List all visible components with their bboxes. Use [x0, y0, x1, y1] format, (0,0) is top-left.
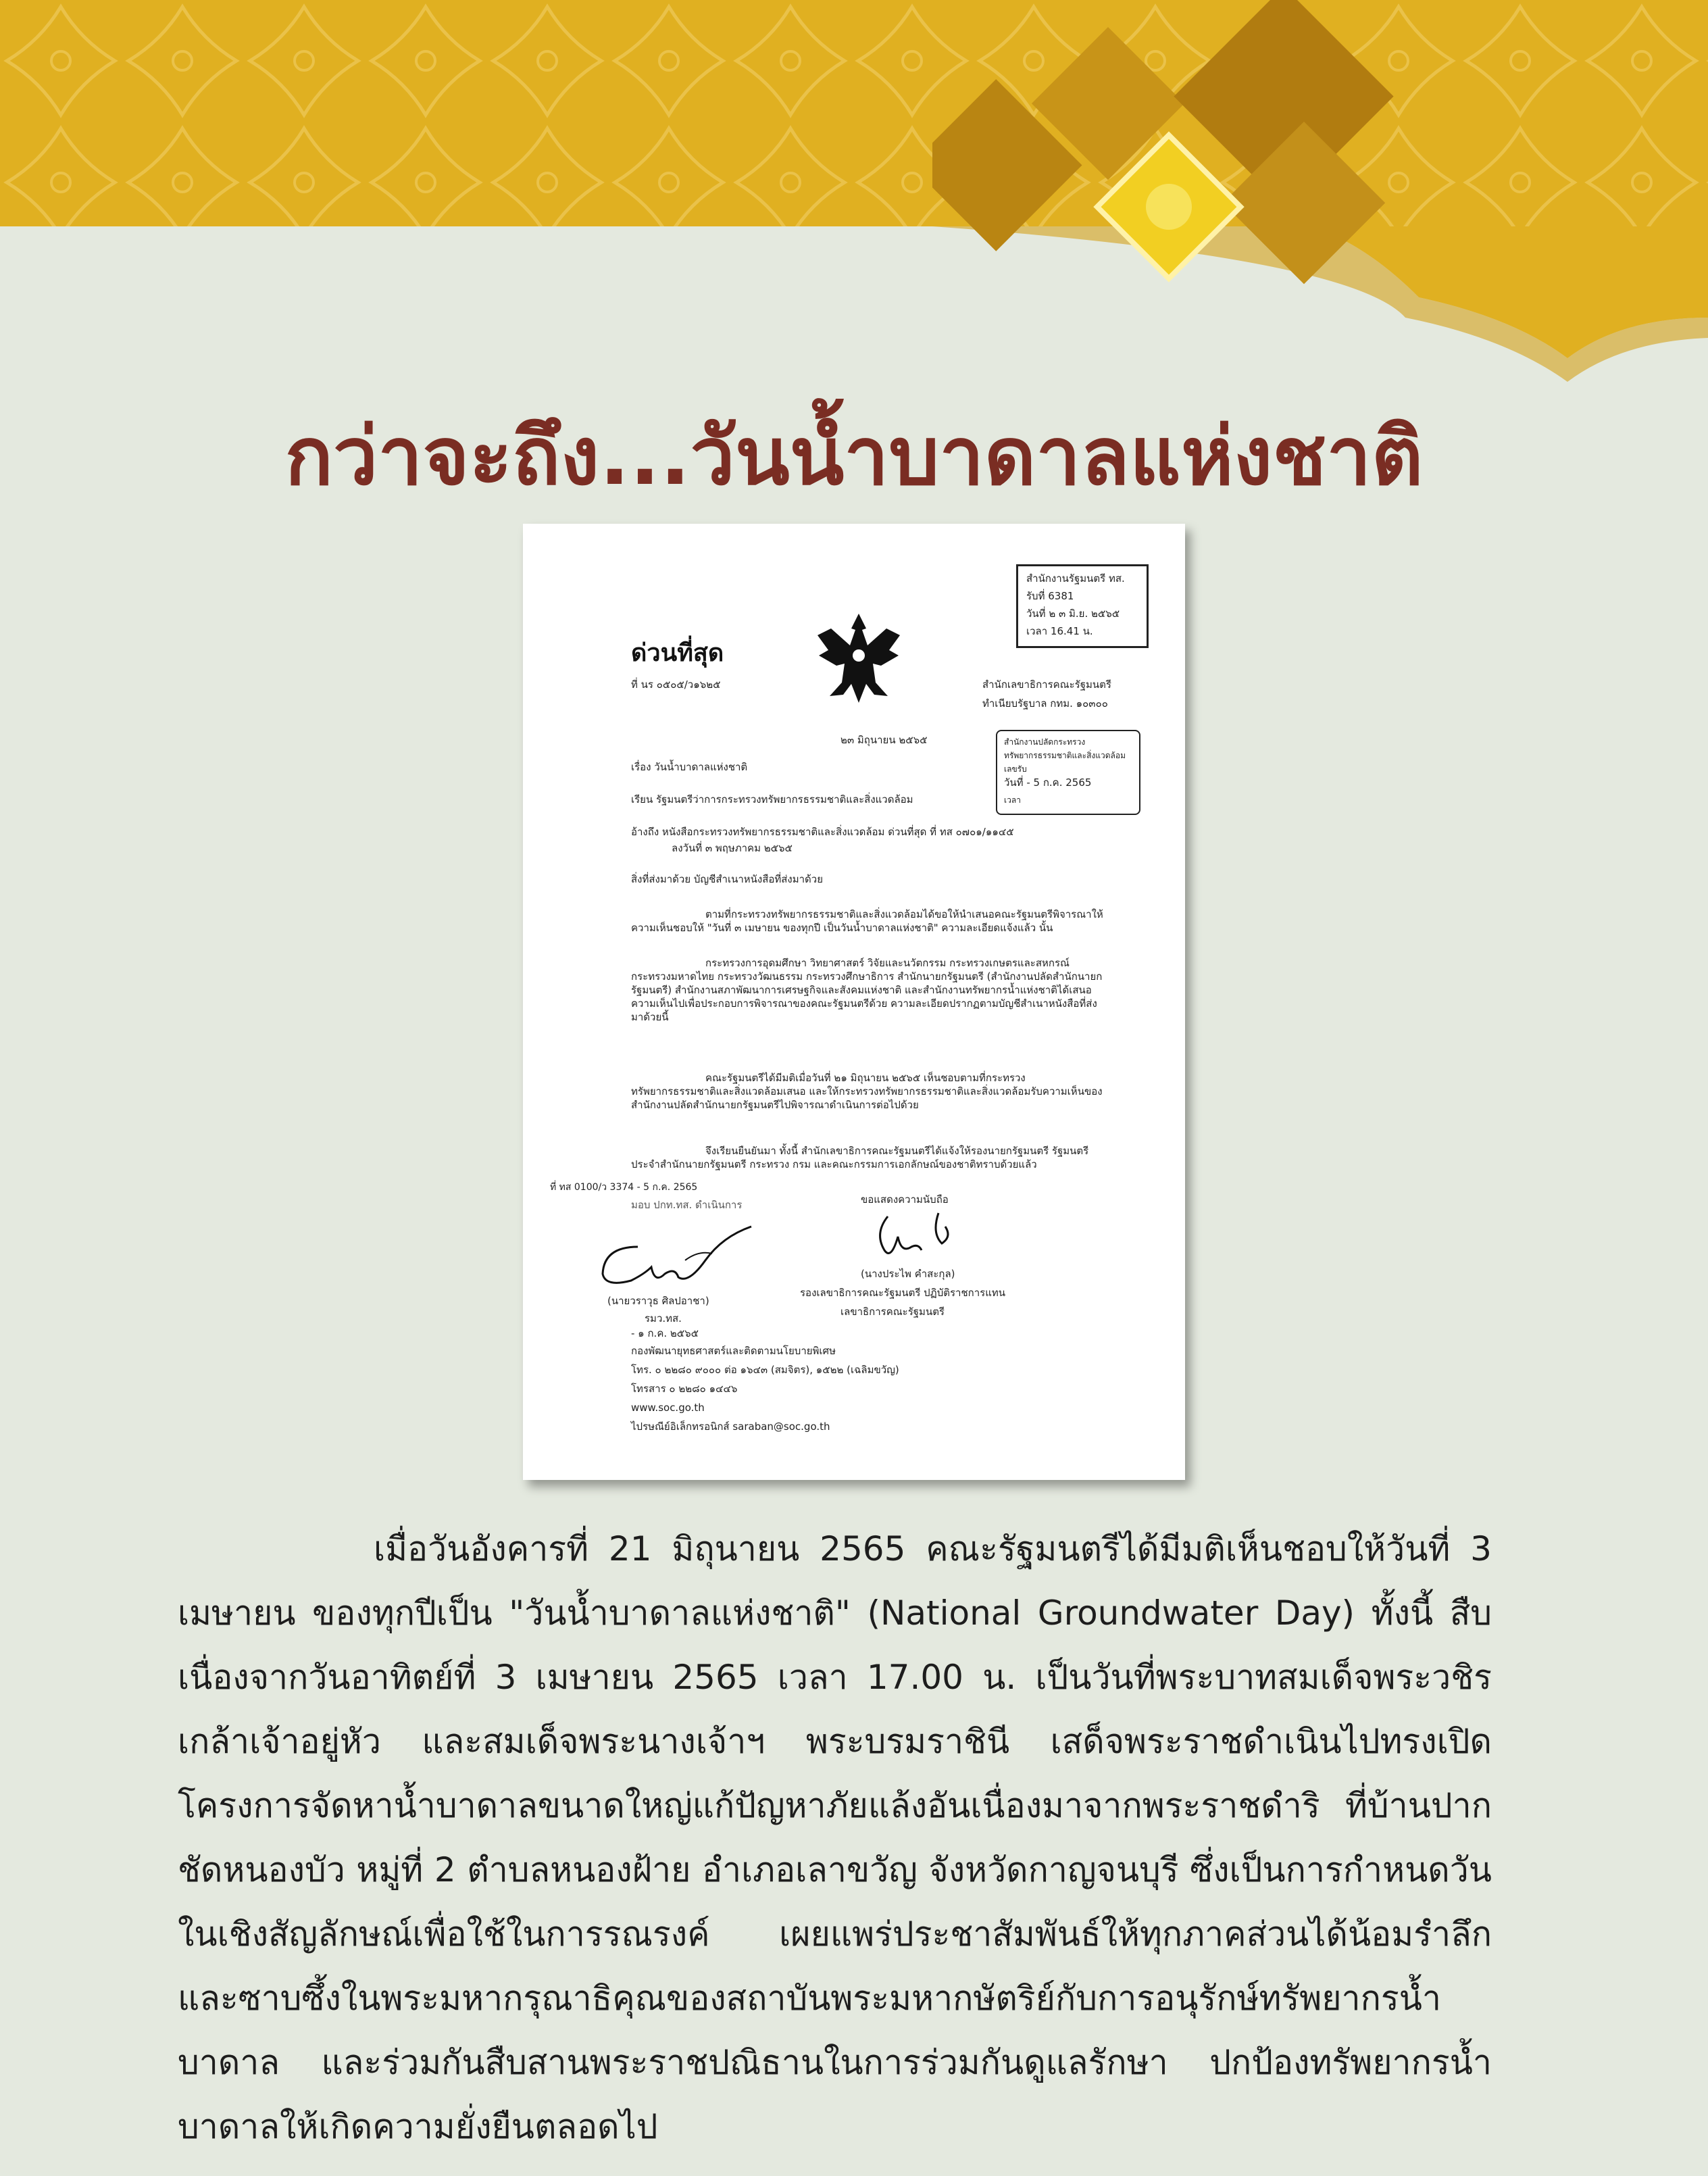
letter-email: ไปรษณีย์อิเล็กทรอนิกส์ saraban@soc.go.th — [631, 1420, 830, 1433]
letter-fax: โทรสาร ๐ ๒๒๘๐ ๑๔๔๖ — [631, 1383, 738, 1395]
signer1-name: (นายวราวุธ ศิลปอาชา) — [607, 1295, 709, 1307]
stamp-office: สำนักงานรัฐมนตรี ทส. — [1026, 572, 1125, 585]
body-paragraph-text: เมื่อวันอังคารที่ 21 มิถุนายน 2565 คณะรัฐมนตรีได้มีมติเห็นชอบให้วันที่ 3 เมษายน ของทุกปีเป็น "วันน้ำบาดาลแห่งชาติ" (National Groundwater Day) ทั้งนี้ สืบเนื่องจากวันอาทิตย์ที่ 3 เมษายน 2565 เวลา 17.00 น. เป็นวันที่พระบาทสมเด็จพระวชิรเกล้าเจ้าอยู่หัว และสมเด็จพระนางเจ้าฯ พระบรมราชินี เสด็จพระราชดำเนินไปทรงเปิดโครงการจัดหาน้ำบาดาลขนาดใหญ่แก้ปัญหาภัยแล้งอันเนื่องมาจากพระราชดำริ ที่บ้านปากชัดหนองบัว หมู่ที่ 2 ตำบลหนองฝ้าย อำเภอเลาขวัญ จังหวัดกาญจนบุรี ซึ่งเป็นการกำหนดวันในเชิงสัญลักษณ์เพื่อใช้ในการรณรงค์ เผยแพร่ประชาสัมพันธ์ให้ทุกภาคส่วนได้น้อมรำลึก และซาบซึ้งในพระมหากรุณาธิคุณของสถาบันพระมหากษัตริย์กับการอนุรักษ์ทรัพยากรน้ำบาดาล และร่วมกันสืบสานพระราชปณิธานในการร่วมกันดูแลรักษา ปกป้องทรัพยากรน้ำบาดาลให้เกิดความยั่งยืนตลอดไป — [178, 1529, 1492, 2146]
sender-address: ทำเนียบรัฐบาล กทม. ๑๐๓๐๐ — [982, 697, 1108, 710]
page-title: กว่าจะถึง...วันน้ำบาดาลแห่งชาติ — [284, 410, 1424, 503]
signer1-date: - ๑ ก.ค. ๒๕๖๕ — [631, 1327, 699, 1339]
letter-ref1: อ้างถึง หนังสือกระทรวงทรัพยากรธรรมชาติและสิ่งแวดล้อม ด่วนที่สุด ที่ ทส ๐๗๐๑/๑๑๔๕ — [631, 826, 1014, 838]
signer2-title2: เลขาธิการคณะรัฐมนตรี — [840, 1306, 945, 1318]
letter-phone: โทร. ๐ ๒๒๘๐ ๙๐๐๐ ต่อ ๑๖๔๓ (สมจิตร), ๑๕๒๒ (เฉลิมขวัญ) — [631, 1364, 899, 1376]
diamond-ornament — [932, 0, 1708, 392]
letter-ref2: ลงวันที่ ๓ พฤษภาคม ๒๕๖๕ — [672, 842, 793, 854]
letter-paragraph-4: จึงเรียนยืนยันมา ทั้งนี้ สำนักเลขาธิการคณะรัฐมนตรีได้แจ้งให้รองนายกรัฐมนตรี รัฐมนตรีประจำสำนักนายกรัฐมนตรี กระทรวง กรม และคณะกรรมการเอกลักษณ์ของชาติทราบด้วยแล้ว — [631, 1145, 1089, 1170]
stamp2-line1: สำนักงานปลัดกระทรวง — [1004, 737, 1086, 747]
official-letter-image — [523, 524, 1185, 1480]
receive-stamp — [1016, 564, 1149, 648]
stamp2-time: เวลา — [1004, 795, 1021, 805]
letter-date: ๒๓ มิถุนายน ๒๕๖๕ — [840, 734, 928, 746]
signer1-title: รมว.ทส. — [645, 1312, 682, 1325]
handwritten-assign: มอบ ปกท.ทส. ดำเนินการ — [631, 1199, 743, 1211]
signer2-title1: รองเลขาธิการคณะรัฐมนตรี ปฏิบัติราชการแทน — [800, 1287, 1006, 1299]
letter-to: เรียน รัฐมนตรีว่าการกระทรวงทรัพยากรธรรมชาติและสิ่งแวดล้อม — [631, 793, 913, 806]
stamp-time: เวลา 16.41 น. — [1026, 625, 1093, 637]
signature-2 — [868, 1206, 962, 1267]
stamp2-line2: ทรัพยากรธรรมชาติและสิ่งแวดล้อม — [1004, 751, 1126, 760]
sender-office: สำนักเลขาธิการคณะรัฐมนตรี — [982, 678, 1111, 691]
letter-regards: ขอแสดงความนับถือ — [861, 1193, 949, 1206]
letter-paragraph-3: คณะรัฐมนตรีได้มีมติเมื่อวันที่ ๒๑ มิถุนายน ๒๕๖๕ เห็นชอบตามที่กระทรวงทรัพยากรธรรมชาติและสิ่งแวดล้อมเสนอ และให้กระทรวงทรัพยากรธรรมชาติและสิ่งแวดล้อมรับความเห็นของสำนักงานปลัดสำนักนายกรัฐมนตรีไปพิจารณาดำเนินการต่อไปด้วย — [631, 1072, 1103, 1111]
letter-paragraph-2: กระทรวงการอุดมศึกษา วิทยาศาสตร์ วิจัยและนวัตกรรม กระทรวงเกษตรและสหกรณ์ กระทรวงมหาดไทย กระทรวงวัฒนธรรม กระทรวงศึกษาธิการ สำนักนายกรัฐมนตรี (สำนักงานปลัดสำนักนายกรัฐมนตรี) สำนักงานสภาพัฒนาการเศรษฐกิจและสังคมแห่งชาติ และสำนักงานทรัพยากรน้ำแห่งชาติได้เสนอความเห็นไปเพื่อประกอบการพิจารณาของคณะรัฐมนตรีด้วย ความละเอียดปรากฏตามบัญชีสำเนาหนังสือที่ส่งมาด้วยนี้ — [631, 957, 1103, 1023]
urgent-label: ด่วนที่สุด — [631, 639, 724, 667]
stamp2-line3: เลขรับ — [1004, 764, 1027, 774]
letter-enclosure: สิ่งที่ส่งมาด้วย บัญชีสำเนาหนังสือที่ส่งมาด้วย — [631, 873, 824, 885]
signature-1 — [597, 1220, 753, 1294]
letter-division: กองพัฒนายุทธศาสตร์และติดตามนโยบายพิเศษ — [631, 1345, 836, 1357]
letter-paragraph-1: ตามที่กระทรวงทรัพยากรธรรมชาติและสิ่งแวดล้อมได้ขอให้นำเสนอคณะรัฐมนตรีพิจารณาให้ความเห็นชอบให้ "วันที่ ๓ เมษายน ของทุกปี เป็นวันน้ำบาดาลแห่งชาติ" ความละเอียดแจ้งแล้ว นั้น — [631, 908, 1103, 934]
handwritten-ref: ที่ ทส 0100/ว 3374 - 5 ก.ค. 2565 — [550, 1182, 698, 1193]
ministry-receive-stamp — [996, 730, 1140, 815]
garuda-emblem-icon — [813, 608, 905, 710]
letter-website: www.soc.go.th — [631, 1402, 705, 1414]
letter-subject: เรื่อง วันน้ำบาดาลแห่งชาติ — [631, 761, 748, 773]
stamp-receive-no: รับที่ 6381 — [1026, 590, 1074, 602]
stamp2-date: วันที่ - 5 ก.ค. 2565 — [1004, 776, 1092, 789]
letter-ref-no: ที่ นร ๐๕๐๕/ว๑๖๒๕ — [631, 678, 721, 691]
signer2-name: (นางประไพ คำสะกุล) — [861, 1268, 955, 1280]
stamp-date: วันที่ ๒ ๓ มิ.ย. ๒๕๖๕ — [1026, 608, 1120, 620]
body-paragraph — [178, 1517, 1492, 2159]
